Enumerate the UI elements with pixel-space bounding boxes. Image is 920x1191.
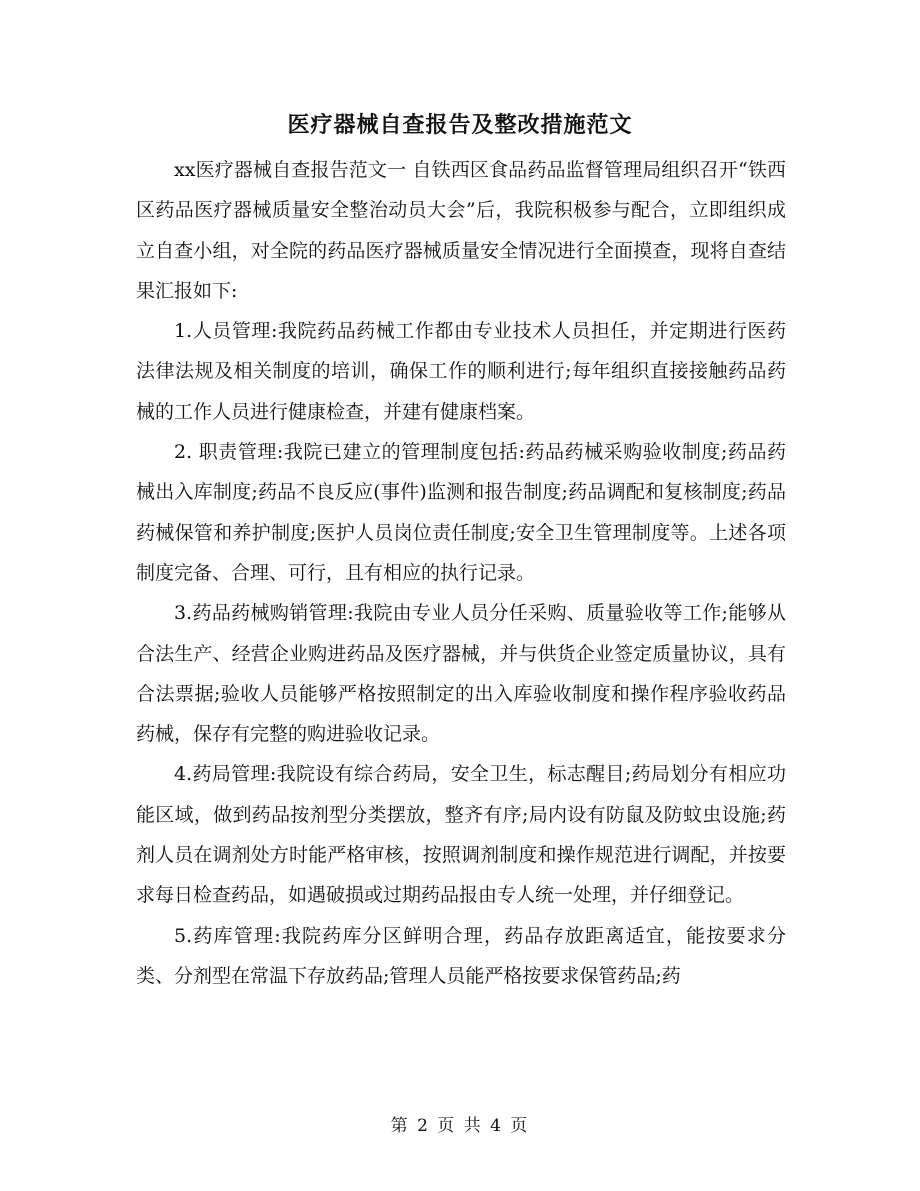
document-body	[136, 150, 786, 996]
paragraph-intro: xx医疗器械自查报告范文一 自铁西区食品药品监督管理局组织召开“铁西区药品医疗器械质量安全整治动员大会”后，我院积极参与配合，立即组织成立自查小组，对全院的药品医疗器械质量安全情况进行全面摸查，现将自查结果汇报如下:	[136, 159, 786, 302]
paragraph-personnel: 1.人员管理:我院药品药械工作都由专业技术人员担任，并定期进行医药法律法规及相关制度的培训，确保工作的顺利进行;每年组织直接接触药品药械的工作人员进行健康检查，并建有健康档案。	[136, 320, 786, 423]
paragraph-warehouse: 5.药库管理:我院药库分区鲜明合理，药品存放距离适宜，能按要求分类、分剂型在常温下存放药品;管理人员能严格按要求保管药品;药	[136, 924, 786, 987]
document-title: 医疗器械自查报告及整改措施范文	[287, 112, 633, 138]
paragraph-procurement: 3.药品药械购销管理:我院由专业人员分任采购、质量验收等工作;能够从合法生产、经营企业购进药品及医疗器械，并与供货企业签定质量协议，具有合法票据;验收人员能够严格按照制定的出入库验收制度和操作程序验收药品药械，保存有完整的购进验收记录。	[136, 602, 786, 746]
paragraph-responsibility: 2. 职责管理:我院已建立的管理制度包括:药品药械采购验收制度;药品药械出入库制度;药品不良反应(事件)监测和报告制度;药品调配和复核制度;药品药械保管和养护制度;医护人员岗位责任制度;安全卫生管理制度等。上述各项制度完备、合理、可行，且有相应的执行记录。	[136, 441, 786, 584]
paragraph-pharmacy: 4.药局管理:我院设有综合药局，安全卫生，标志醒目;药局划分有相应功能区域，做到药品按剂型分类摆放，整齐有序;局内设有防鼠及防蚊虫设施;药剂人员在调剂处方时能严格审核，按照调剂制度和操作规范进行调配，并按要求每日检查药品，如遇破损或过期药品报由专人统一处理，并仔细登记。	[136, 763, 786, 907]
page-footer: 第 2 页 共 4 页	[390, 1116, 530, 1136]
